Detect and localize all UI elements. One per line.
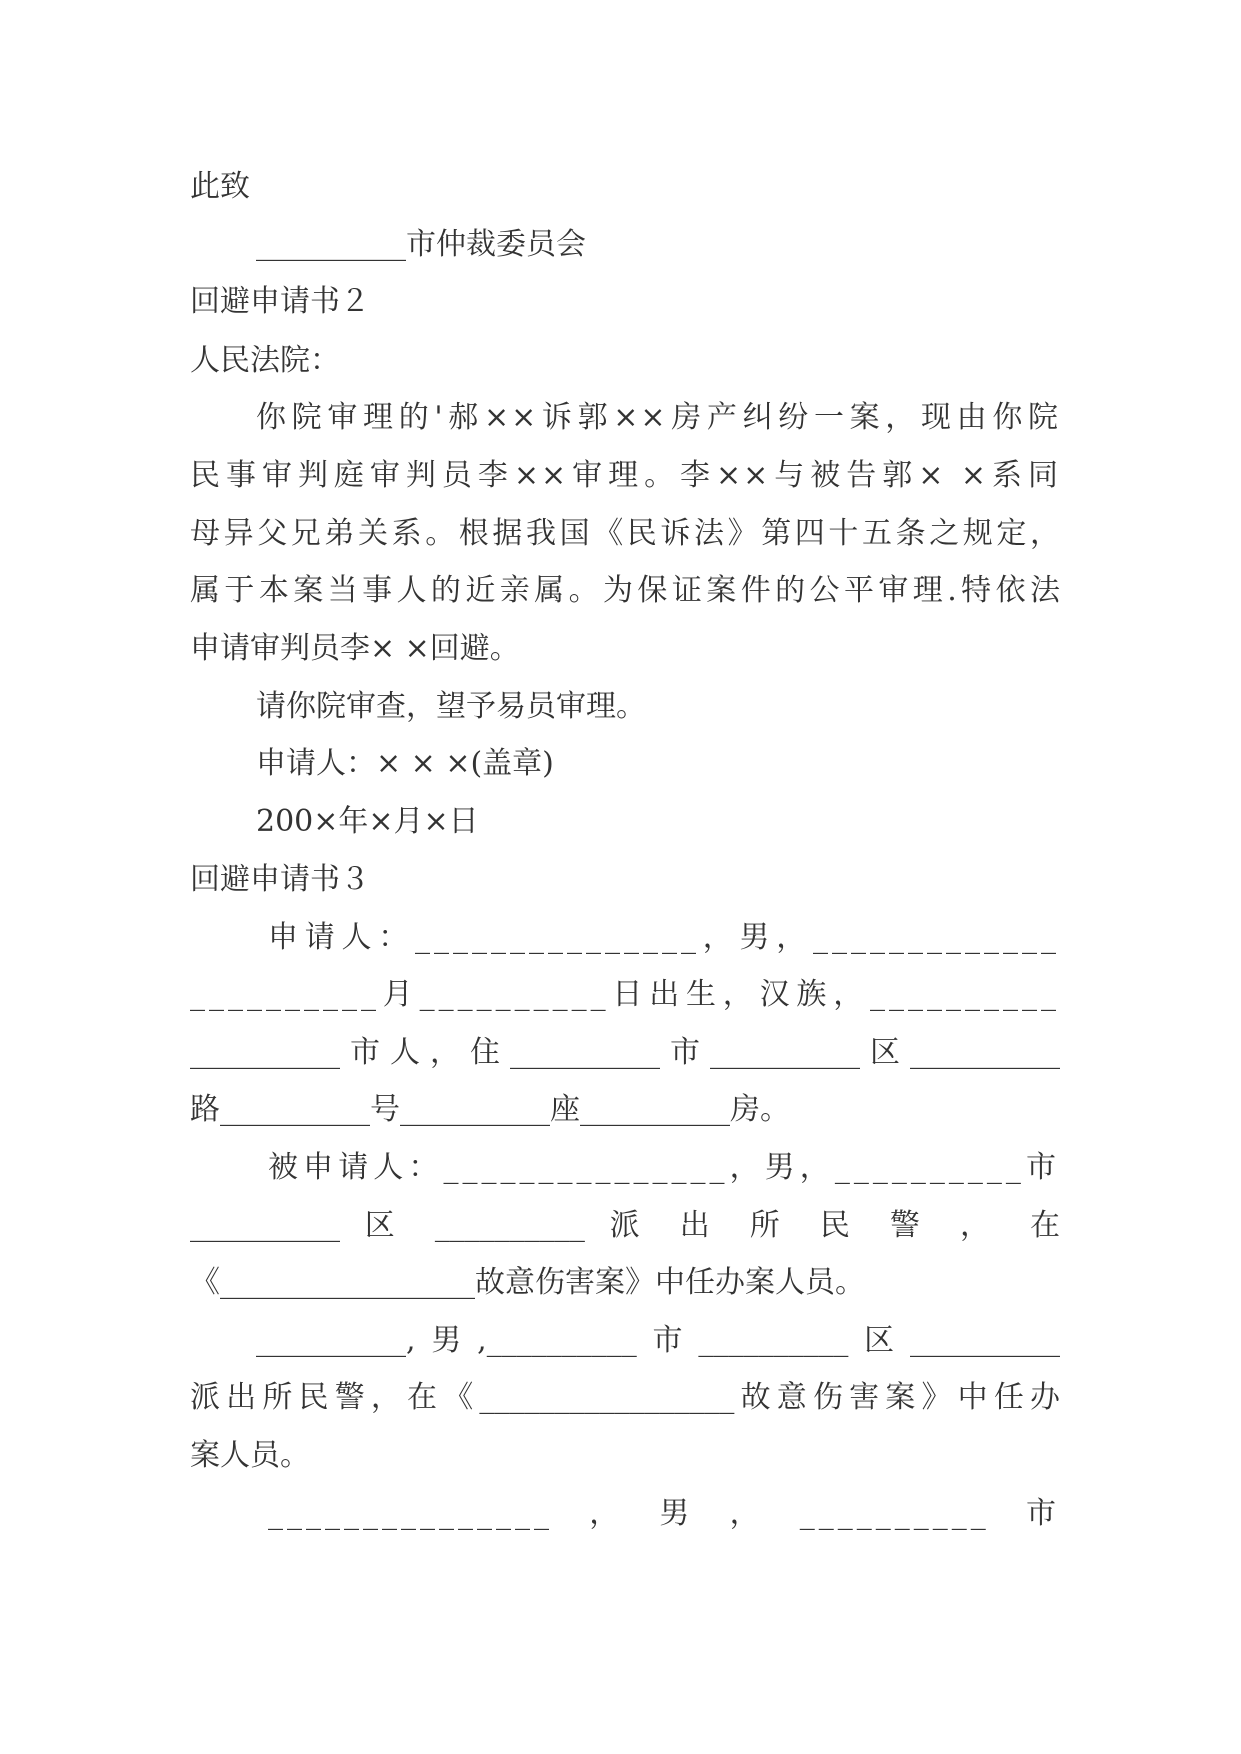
applicant-info-line: __________月__________日出生，汉族，__________ [190, 977, 1060, 1012]
section-title-2: 回避申请书２ [190, 284, 370, 319]
addressee-court: 人民法院： [190, 343, 340, 378]
respondent-info-line: 《_________________故意伤害案》中任办案人员。 [190, 1265, 865, 1300]
second-respondent-line: 派出所民警，在《_________________故意伤害案》中任办 [190, 1380, 1060, 1415]
recipient-arbitration-committee: __________市仲裁委员会 [256, 227, 586, 262]
body-paragraph-line: 你院审理的'郝××诉郭××房产纠纷一案，现由你院 [256, 400, 1060, 435]
second-respondent-line: 案人员。 [190, 1438, 310, 1473]
closing-salutation: 此致 [190, 169, 250, 204]
second-respondent-line: __________,男,__________市__________区__________ [256, 1323, 1060, 1358]
respondent-info-line: __________ 区 __________ 派 出 所 民 警 ， 在 [190, 1208, 1060, 1243]
body-paragraph-line: 母异父兄弟关系。根据我国《民诉法》第四十五条之规定， [190, 516, 1060, 551]
applicant-signature: 申请人：× × ×(盖章) [256, 746, 554, 781]
respondent-info-line: 被申请人：_______________，男，__________市 [268, 1150, 1060, 1185]
section-title-3: 回避申请书３ [190, 862, 370, 897]
body-paragraph-line: 民事审判庭审判员李××审理。李××与被告郭× ×系同 [190, 458, 1060, 493]
body-paragraph-line: 申请审判员李× ×回避。 [190, 631, 520, 666]
applicant-info-line: __________市人，住__________市__________区__________ [190, 1035, 1060, 1070]
signature-date: 200×年×月×日 [256, 804, 479, 839]
applicant-info-line: 路__________号__________座__________房。 [190, 1092, 790, 1127]
applicant-info-line: 申请人：_______________，男，_____________ [268, 920, 1060, 955]
body-paragraph-line: 属于本案当事人的近亲属。为保证案件的公平审理.特依法 [190, 573, 1060, 608]
request-sentence: 请你院审查，望予易员审理。 [256, 689, 646, 724]
third-respondent-line: _______________，男，__________市 [268, 1496, 1060, 1531]
